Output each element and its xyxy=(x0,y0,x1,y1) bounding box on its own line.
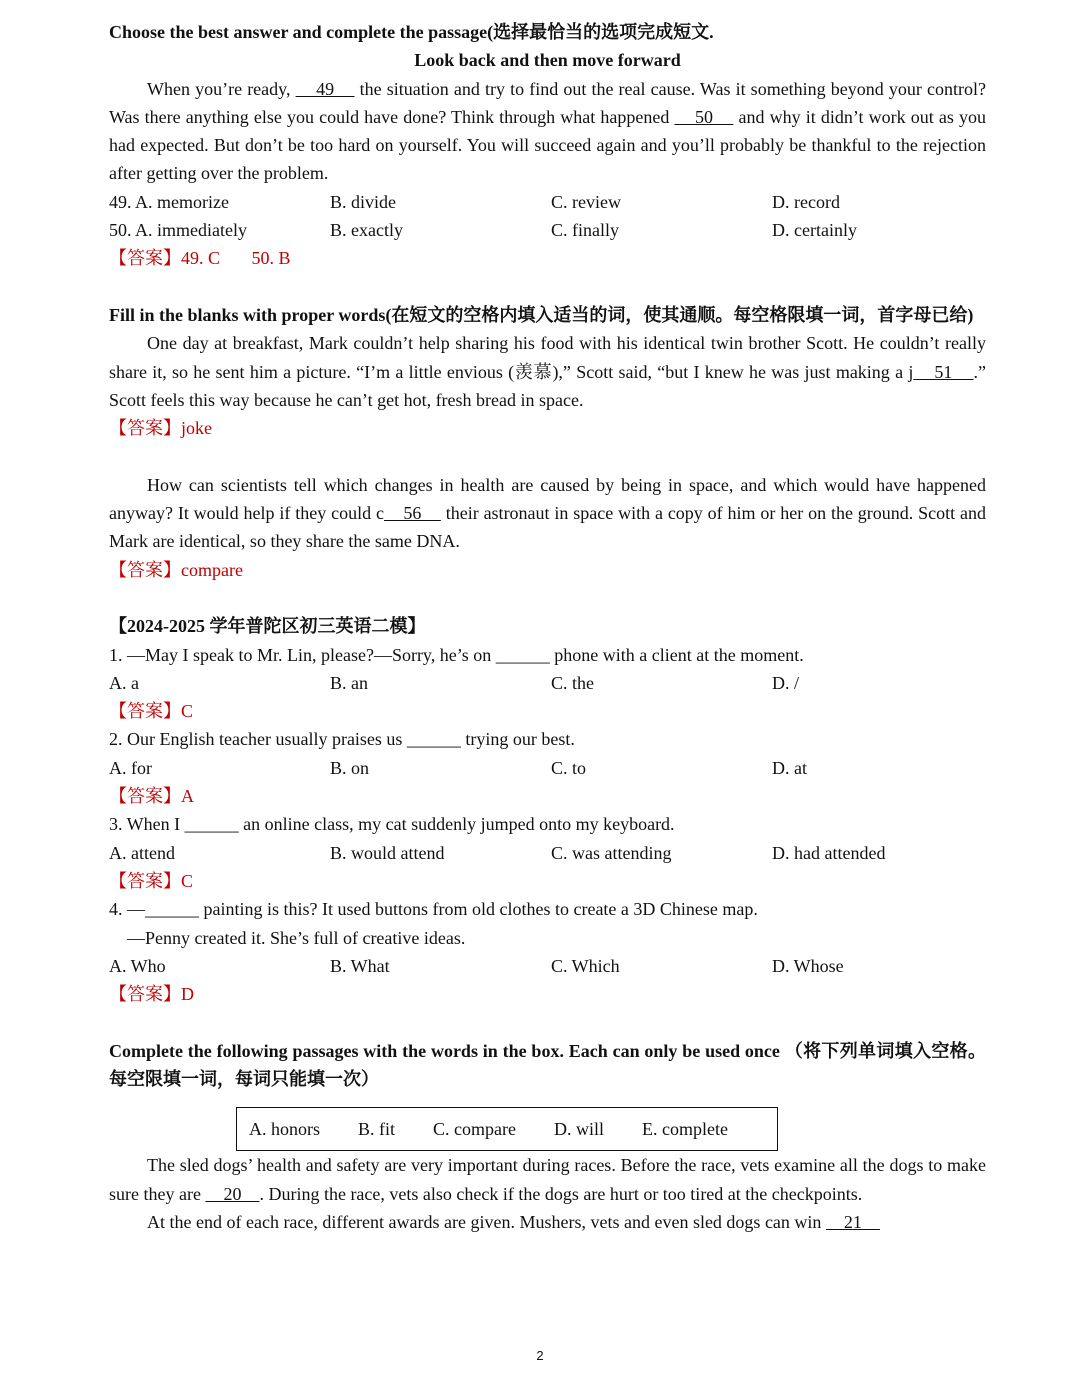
options-49 xyxy=(109,188,986,216)
section3-heading: 【2024-2025 学年普陀区初三英语二模】 xyxy=(109,616,426,637)
text-run: How can scientists tell which changes in health are caused by being in space, and which would have happened anyway? It would help if they could c xyxy=(109,474,986,524)
blank-50: 50 xyxy=(674,106,734,127)
answer-q3: 【答案】C xyxy=(109,870,194,891)
answer-49-50: 【答案】49. C 50. B xyxy=(109,248,291,269)
text-run: the situation and try to find out the real cause. Was it something beyond your control? Was there anything else you could have done? Think through what happened xyxy=(109,78,986,127)
text-run: . During the race, vets also check if the dogs are hurt or too tired at the checkpoints. xyxy=(259,1183,863,1204)
section4-heading xyxy=(109,1037,986,1094)
blank-51: 51 xyxy=(913,361,974,382)
option: C. to xyxy=(551,757,587,778)
text-run: When you’re ready, xyxy=(147,78,296,99)
option: B. on xyxy=(330,757,370,778)
section2-heading: Fill in the blanks with proper words(在短文的空格内填入适当的词，使其通顺。每空格限填一词，首字母已给) xyxy=(109,304,974,325)
heading-cn: （将下列单词填入空格。每空限填一词，每词只能填一次） xyxy=(109,1040,987,1089)
passage4-paragraph1 xyxy=(109,1151,986,1208)
word-option: E. complete xyxy=(642,1119,728,1140)
heading-en: Complete the following passages with the words in the box. Each can only be used once xyxy=(109,1040,780,1061)
option: B. an xyxy=(330,672,368,693)
blank-56: 56 xyxy=(383,503,441,524)
option: A. a xyxy=(109,672,139,693)
word-option: B. fit xyxy=(358,1119,396,1140)
text-run: At the end of each race, different awards are given. Mushers, vets and even sled dogs can win xyxy=(147,1211,826,1232)
blank-20: 20 xyxy=(205,1183,260,1204)
passage1-paragraph xyxy=(109,75,986,188)
answer-q4: 【答案】D xyxy=(109,984,194,1005)
option: 50. A. immediately xyxy=(109,220,247,241)
option: B. would attend xyxy=(330,842,445,863)
blank-49: 49 xyxy=(295,78,355,99)
option: C. Which xyxy=(551,955,620,976)
passage2-paragraph2 xyxy=(109,471,986,556)
option: B. exactly xyxy=(330,220,403,241)
option: D. / xyxy=(772,672,799,693)
option: C. review xyxy=(551,191,621,212)
option: A. attend xyxy=(109,842,175,863)
option: D. Whose xyxy=(772,955,844,976)
options-q3 xyxy=(109,839,986,867)
passage4-paragraph2 xyxy=(109,1208,986,1236)
option: C. was attending xyxy=(551,842,672,863)
option: D. record xyxy=(772,191,840,212)
page-number: 2 xyxy=(536,1348,544,1363)
question-2: 2. Our English teacher usually praises us ______ trying our best. xyxy=(109,729,575,750)
text-run: The sled dogs’ health and safety are very important during races. Before the race, vets examine all the dogs to make sure they are xyxy=(109,1155,986,1204)
option: D. had attended xyxy=(772,842,886,863)
word-option: D. will xyxy=(553,1119,604,1140)
word-box xyxy=(236,1107,778,1151)
option: A. for xyxy=(109,757,152,778)
option: B. divide xyxy=(330,191,396,212)
answer-q1: 【答案】C xyxy=(109,701,194,722)
question-1: 1. —May I speak to Mr. Lin, please?—Sorry, he’s on ______ phone with a client at the moment. xyxy=(109,644,804,665)
passage-title: Look back and then move forward xyxy=(414,50,681,71)
options-q2 xyxy=(109,754,986,782)
options-q1 xyxy=(109,669,986,697)
blank-21: 21 xyxy=(825,1211,880,1232)
options-q4 xyxy=(109,952,986,980)
answer-q2: 【答案】A xyxy=(109,786,194,807)
text-run: .” Scott feels this way because he can’t get hot, fresh bread in space. xyxy=(109,361,987,410)
option: 49. A. memorize xyxy=(109,191,229,212)
option: D. certainly xyxy=(772,220,857,241)
answer-56: 【答案】compare xyxy=(109,559,243,580)
word-option: A. honors xyxy=(249,1119,320,1140)
question-4: 4. —______ painting is this? It used buttons from old clothes to create a 3D Chinese map. xyxy=(109,899,758,920)
passage2-paragraph1 xyxy=(109,329,986,414)
option: A. Who xyxy=(109,955,166,976)
text-run: and why it didn’t work out as you had expected. But don’t be too hard on yourself. You will succeed again and you’ll probably be thankful to the rejection after getting over the problem. xyxy=(109,106,986,184)
question-4-reply: —Penny created it. She’s full of creative ideas. xyxy=(127,927,466,948)
word-option: C. compare xyxy=(433,1119,516,1140)
option: B. What xyxy=(330,955,390,976)
answer-51: 【答案】joke xyxy=(109,418,212,439)
option: C. the xyxy=(551,672,594,693)
options-50 xyxy=(109,216,986,244)
section1-heading: Choose the best answer and complete the passage(选择最恰当的选项完成短文. xyxy=(109,22,714,42)
text-run: One day at breakfast, Mark couldn’t help sharing his food with his identical twin brother Scott. He couldn’t really share it, so he sent him a picture. “I’m a little envious (羡慕),” Scott said, “but I knew he was just making a j xyxy=(109,333,986,382)
question-3: 3. When I ______ an online class, my cat suddenly jumped onto my keyboard. xyxy=(109,814,675,835)
option: D. at xyxy=(772,757,807,778)
text-run: their astronaut in space with a copy of him or her on the ground. Scott and Mark are identical, so they share the same DNA. xyxy=(109,503,987,552)
document-page xyxy=(109,18,986,1236)
option: C. finally xyxy=(551,220,619,241)
